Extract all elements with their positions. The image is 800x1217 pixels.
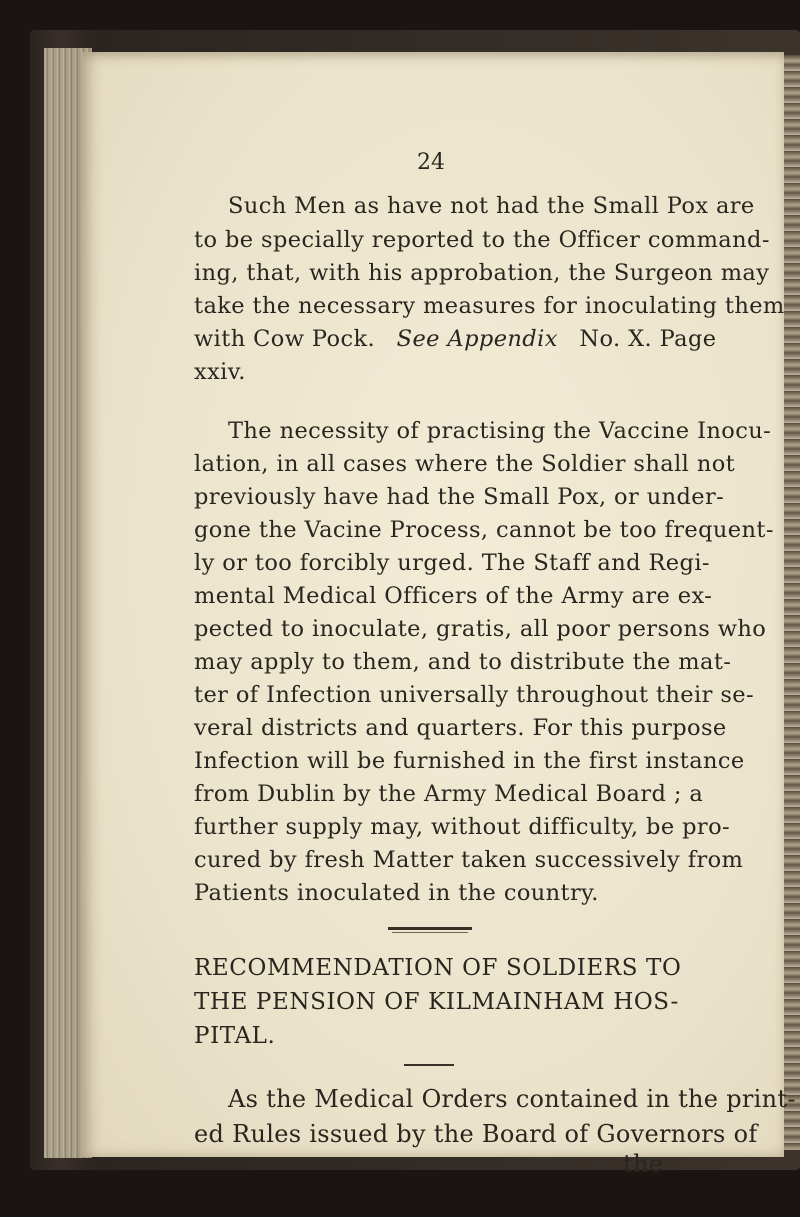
paragraph-2-line-7: pected to inoculate, gratis, all poor persons who [194,616,767,642]
paragraph-2-line-12: from Dublin by the Army Medical Board ; a [194,781,704,807]
heading-line-2: THE PENSION OF KILMAINHAM HOS- [194,989,679,1015]
paragraph-2-line-8: may apply to them, and to distribute the mat- [194,649,732,675]
paragraph-2-line-2: lation, in all cases where the Soldier shall not [194,451,736,477]
paragraph-2-line-5: ly or too forcibly urged. The Staff and Regi- [194,550,710,576]
paragraph-2-line-4: gone the Vacine Process, cannot be too frequent- [194,517,774,543]
paragraph-1-line-1: Such Men as have not had the Small Pox are [228,193,755,219]
paragraph-1-line-5 [194,326,717,352]
paragraph-2-line-1: The necessity of practising the Vaccine Inocu- [228,418,772,444]
heading-line-1: RECOMMENDATION OF SOLDIERS TO [194,955,682,981]
paragraph-2-line-3: previously have had the Small Pox, or under- [194,484,725,510]
paragraph-2-line-6: mental Medical Officers of the Army are ex- [194,583,713,609]
paragraph-2-line-11: Infection will be furnished in the first instance [194,748,745,774]
paragraph-2-line-9: ter of Infection universally throughout their se- [194,682,754,708]
paragraph-2-line-14: cured by fresh Matter taken successively from [194,847,744,873]
page-reference: No. X. Page [579,326,717,352]
paragraph-3-line-1: As the Medical Orders contained in the print- [228,1085,796,1113]
short-rule [404,1064,454,1066]
paragraph-1-line-4: take the necessary measures for inoculating them [194,293,785,319]
paragraph-3-line-2: ed Rules issued by the Board of Governors of [194,1120,758,1148]
paragraph-2-line-15: Patients inoculated in the country. [194,880,599,906]
paragraph-1-line-2: to be specially reported to the Officer command- [194,227,770,253]
paragraph-2-line-13: further supply may, without difficulty, be pro- [194,814,731,840]
cow-pock-text: with Cow Pock. [194,326,376,352]
heading-line-3: PITAL. [194,1023,276,1049]
paragraph-1-line-3: ing, that, with his approbation, the Surgeon may [194,260,770,286]
ornamental-rule-top [388,927,472,930]
paragraph-2-line-10: veral districts and quarters. For this purpose [194,715,727,741]
ornamental-rule-top-thin [392,932,468,933]
paragraph-1-line-6: xxiv. [194,359,246,385]
page-number: 24 [417,150,445,175]
catchword: the [623,1150,664,1178]
appendix-reference: See Appendix [396,326,558,352]
